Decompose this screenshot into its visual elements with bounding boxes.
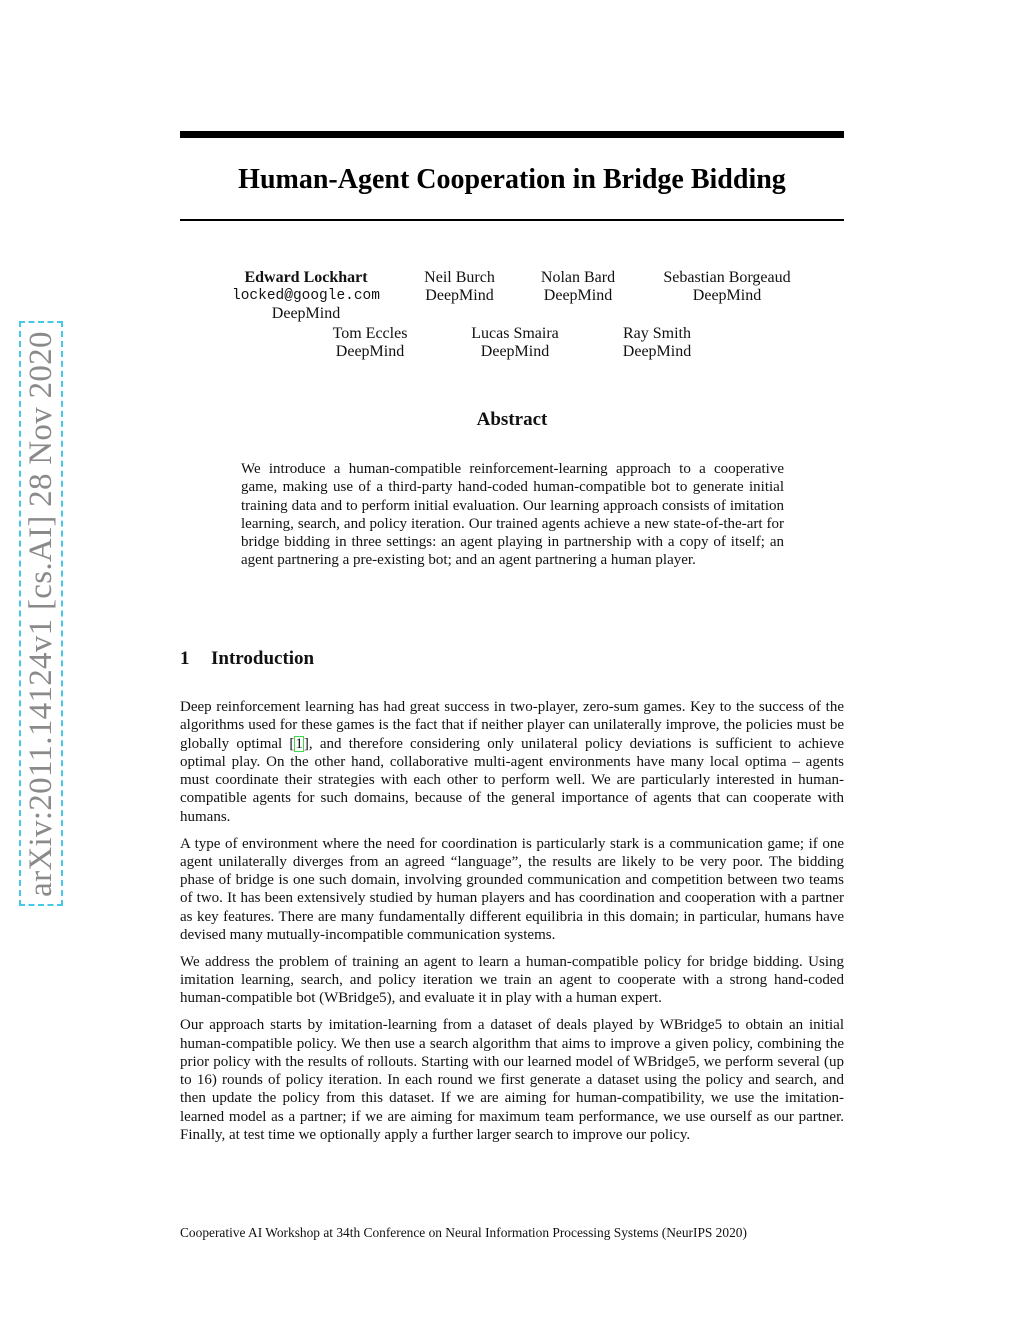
paragraph: Our approach starts by imitation-learning from a dataset of deals played by WBridge5 to obtain an initial human-compatible policy. We then use a search algorithm that aims to improve a given policy, combining the prior policy with the results of rollouts. Starting with our learned model of WBridge5, we perform several (up to 16) rounds of policy iteration. In each round we first generate a dataset using the policy and search, and then update the policy from this dataset. If we are aiming for human-compatibility, we use the imitation-learned model as a partner; if we are aiming for maximum team performance, we use ourself as our partner. Finally, at test time we optionally apply a further larger search to improve our policy. xyxy=(180,1017,844,1144)
author-name: Tom Eccles xyxy=(332,325,408,342)
author-block xyxy=(607,325,707,361)
paragraph-text: ], and therefore considering only unilateral policy deviations is sufficient to achieve optimal play. On the other hand, collaborative multi-agent environments have many local optima – agents must coordinate their strategies with each other to perform well. We are particularly interested in human-compatible agents for such domains, because of the general importance of agents that can cooperate with humans. xyxy=(180,735,845,825)
author-block xyxy=(220,269,392,323)
author-email[interactable]: locked@google.com xyxy=(232,288,380,304)
author-block xyxy=(320,325,420,361)
author-affiliation: DeepMind xyxy=(271,305,341,322)
paragraph xyxy=(180,698,844,826)
author-affiliation: DeepMind xyxy=(622,343,692,360)
author-affiliation: DeepMind xyxy=(692,287,762,304)
author-block xyxy=(412,269,507,305)
author-affiliation: DeepMind xyxy=(425,287,494,304)
citation-link[interactable]: 1 xyxy=(295,735,303,752)
arxiv-stamp[interactable]: arXiv:2011.14124v1 [cs.AI] 28 Nov 2020 xyxy=(23,331,59,897)
title-rule-bottom xyxy=(180,219,844,221)
author-affiliation: DeepMind xyxy=(480,343,550,360)
author-name: Sebastian Borgeaud xyxy=(663,269,791,286)
section-body xyxy=(180,698,844,1153)
author-name: Ray Smith xyxy=(622,325,691,342)
abstract-heading: Abstract xyxy=(476,409,548,430)
paragraph: We address the problem of training an agent to learn a human-compatible policy for bridge bidding. Using imitation learning, search, and policy iteration we train an agent to cooperate with a strong hand-coded human-compatible bot (WBridge5), and evaluate it in play with a human expert. xyxy=(180,953,844,1007)
author-name: Nolan Bard xyxy=(540,269,616,286)
abstract-text: We introduce a human-compatible reinforcement-learning approach to a cooperative game, making use of a third-party hand-coded human-compatible bot to generate initial training data and to perform initial evaluation. Our learning approach consists of imitation learning, search, and policy iteration. Our trained agents achieve a new state-of-the-art for bridge bidding in three settings: an agent playing in partnership with a copy of itself; an agent partnering a pre-existing bot; and an agent partnering a human player. xyxy=(241,461,784,569)
title-rule-top xyxy=(180,131,844,138)
section-number: 1 xyxy=(180,648,190,669)
author-affiliation: DeepMind xyxy=(543,287,613,304)
author-block xyxy=(460,325,570,361)
footer-note: Cooperative AI Workshop at 34th Conference on Neural Information Processing Systems (NeurIPS 2020) xyxy=(180,1225,747,1240)
author-name: Neil Burch xyxy=(424,269,495,286)
author-name: Lucas Smaira xyxy=(471,325,559,342)
paragraph-text: Deep reinforcement learning has had great success in two-player, zero-sum games. Key to the success of the algorithms used for these games is the fact that if neither player can unilaterally improve, the policies must be globally optimal [ xyxy=(180,699,844,752)
paper-title: Human-Agent Cooperation in Bridge Bidding xyxy=(238,164,786,195)
author-name: Edward Lockhart xyxy=(244,269,368,286)
section-heading xyxy=(180,647,844,671)
paragraph: A type of environment where the need for coordination is particularly stark is a communication game; if one agent unilaterally diverges from an agreed “language”, the results are likely to be very poor. The bidding phase of bridge is one such domain, involving grounded communication and competition between two teams of two. It has been extensively studied by human players and has coordination and cooperation with a partner as key features. There are many fundamentally different equilibria in this domain; in particular, humans have devised many mutually-incompatible communication systems. xyxy=(180,835,844,944)
author-block xyxy=(528,269,628,305)
author-block xyxy=(652,269,802,305)
author-affiliation: DeepMind xyxy=(335,343,405,360)
section-title: Introduction xyxy=(211,648,315,669)
